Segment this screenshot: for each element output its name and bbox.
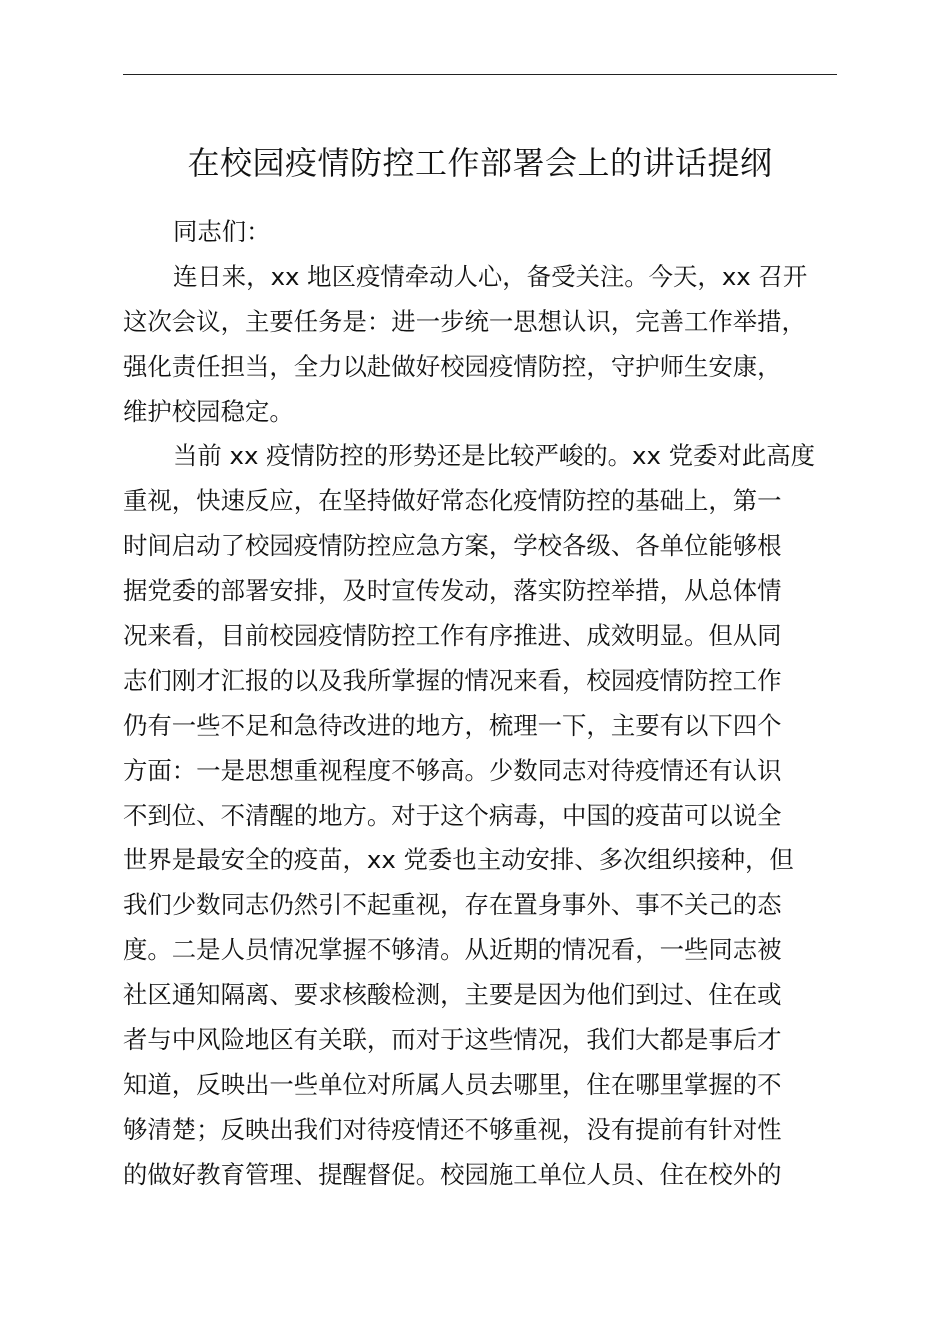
paragraph-2-line-10: 世界是最安全的疫苗，xx 党委也主动安排、多次组织接种，但 [123, 845, 794, 875]
paragraph-2-line-2: 重视，快速反应，在坚持做好常态化疫情防控的基础上，第一 [123, 486, 782, 516]
paragraph-2-line-4: 据党委的部署安排，及时宣传发动，落实防控举措，从总体情 [123, 576, 782, 606]
salutation: 同志们： [173, 217, 271, 246]
paragraph-1-line-1: 连日来，xx 地区疫情牵动人心，备受关注。今天，xx 召开 [173, 261, 808, 291]
paragraph-2-line-15: 知道，反映出一些单位对所属人员去哪里，住在哪里掌握的不 [123, 1069, 782, 1099]
paragraph-2-line-14: 者与中风险地区有关联，而对于这些情况，我们大都是事后才 [123, 1025, 782, 1055]
paragraph-2-line-12: 度。二是人员情况掌握不够清。从近期的情况看，一些同志被 [123, 935, 782, 965]
paragraph-2-line-7: 仍有一些不足和急待改进的地方，梳理一下，主要有以下四个 [123, 710, 782, 740]
paragraph-1-line-4: 维护校园稳定。 [123, 396, 294, 426]
paragraph-2-line-3: 时间启动了校园疫情防控应急方案，学校各级、各单位能够根 [123, 531, 782, 561]
paragraph-1-line-2: 这次会议，主要任务是：进一步统一思想认识，完善工作举措， [123, 306, 806, 336]
document-body [123, 210, 837, 1198]
paragraph-1-line-3: 强化责任担当，全力以赴做好校园疫情防控，守护师生安康， [123, 351, 782, 381]
paragraph-2-line-9: 不到位、不清醒的地方。对于这个病毒，中国的疫苗可以说全 [123, 800, 782, 830]
paragraph-2-line-17: 的做好教育管理、提醒督促。校园施工单位人员、住在校外的 [123, 1159, 782, 1189]
paragraph-2-line-6: 志们刚才汇报的以及我所掌握的情况来看，校园疫情防控工作 [123, 665, 782, 695]
paragraph-2-line-16: 够清楚；反映出我们对待疫情还不够重视，没有提前有针对性 [123, 1114, 782, 1144]
paragraph-2-line-11: 我们少数同志仍然引不起重视，存在置身事外、事不关己的态 [123, 890, 782, 920]
paragraph-2-line-13: 社区通知隔离、要求核酸检测，主要是因为他们到过、住在或 [123, 980, 782, 1010]
paragraph-2-line-5: 况来看，目前校园疫情防控工作有序推进、成效明显。但从同 [123, 621, 782, 651]
document-title: 在校园疫情防控工作部署会上的讲话提纲 [187, 144, 773, 182]
paragraph-2-line-1: 当前 xx 疫情防控的形势还是比较严峻的。xx 党委对此高度 [173, 441, 815, 471]
paragraph-2-line-8: 方面：一是思想重视程度不够高。少数同志对待疫情还有认识 [123, 755, 782, 785]
header-rule [123, 74, 837, 75]
